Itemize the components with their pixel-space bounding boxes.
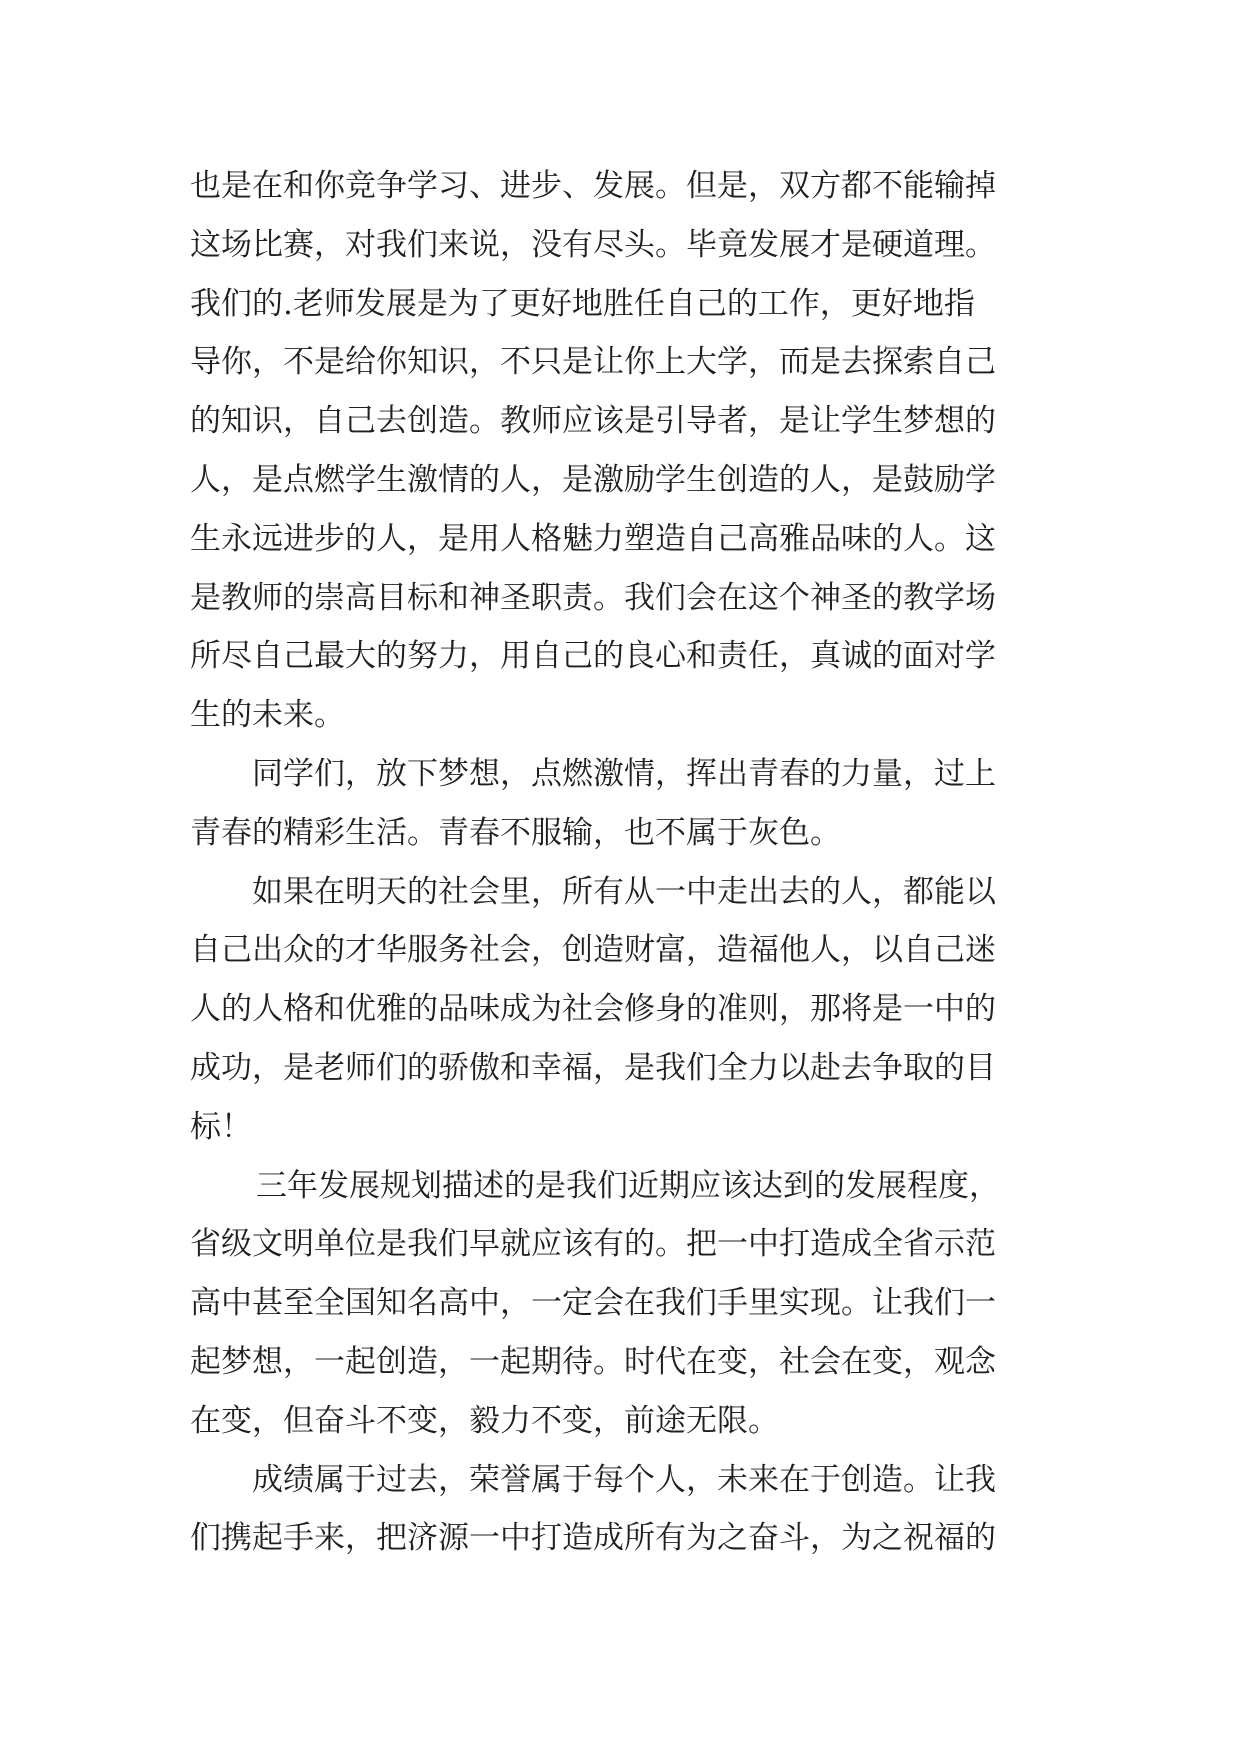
text-line: 在变，但奋斗不变，毅力不变，前途无限。 <box>190 1402 779 1439</box>
text-line: 人的人格和优雅的品味成为社会修身的准则，那将是一中的 <box>190 991 996 1028</box>
text-line: 们携起手来，把济源一中打造成所有为之奋斗，为之祝福的 <box>190 1520 996 1557</box>
text-line: 也是在和你竞争学习、进步、发展。但是，双方都不能输掉 <box>190 168 996 204</box>
text-line: 生的未来。 <box>190 697 345 734</box>
text-line: 自己出众的才华服务社会，创造财富，造福他人，以自己迷 <box>190 932 996 969</box>
text-line: 导你，不是给你知识，不只是让你上大学，而是去探索自己 <box>190 344 996 381</box>
text-line: 所尽自己最大的努力，用自己的良心和责任，真诚的面对学 <box>190 638 996 675</box>
text-line: 这场比赛，对我们来说，没有尽头。毕竟发展才是硬道理。 <box>190 226 996 263</box>
text-line: 青春的精彩生活。青春不服输，也不属于灰色。 <box>190 814 841 851</box>
paragraph-start-line: 三年发展规划描述的是我们近期应该达到的发展程度， <box>256 1167 1000 1204</box>
text-line: 人，是点燃学生激情的人，是激励学生创造的人，是鼓励学 <box>190 461 996 498</box>
text-line: 标！ <box>190 1108 252 1145</box>
paragraph-start-line: 如果在明天的社会里，所有从一中走出去的人，都能以 <box>252 873 996 910</box>
text-line: 是教师的崇高目标和神圣职责。我们会在这个神圣的教学场 <box>190 579 996 616</box>
text-line: 省级文明单位是我们早就应该有的。把一中打造成全省示范 <box>190 1226 996 1263</box>
paragraph-start-line: 成绩属于过去，荣誉属于每个人，未来在于创造。让我 <box>252 1461 996 1498</box>
text-line: 起梦想，一起创造，一起期待。时代在变，社会在变，观念 <box>190 1343 996 1380</box>
text-line: 的知识，自己去创造。教师应该是引导者，是让学生梦想的 <box>190 403 996 440</box>
body-text <box>190 157 1090 1568</box>
paragraph-start-line: 同学们，放下梦想，点燃激情，挥出青春的力量，过上 <box>252 755 996 792</box>
text-line: 成功，是老师们的骄傲和幸福，是我们全力以赴去争取的目 <box>190 1049 996 1086</box>
text-line: 我们的.老师发展是为了更好地胜任自己的工作，更好地指 <box>190 285 975 322</box>
text-line: 高中甚至全国知名高中，一定会在我们手里实现。让我们一 <box>190 1285 996 1322</box>
text-line: 生永远进步的人，是用人格魅力塑造自己高雅品味的人。这 <box>190 520 996 557</box>
